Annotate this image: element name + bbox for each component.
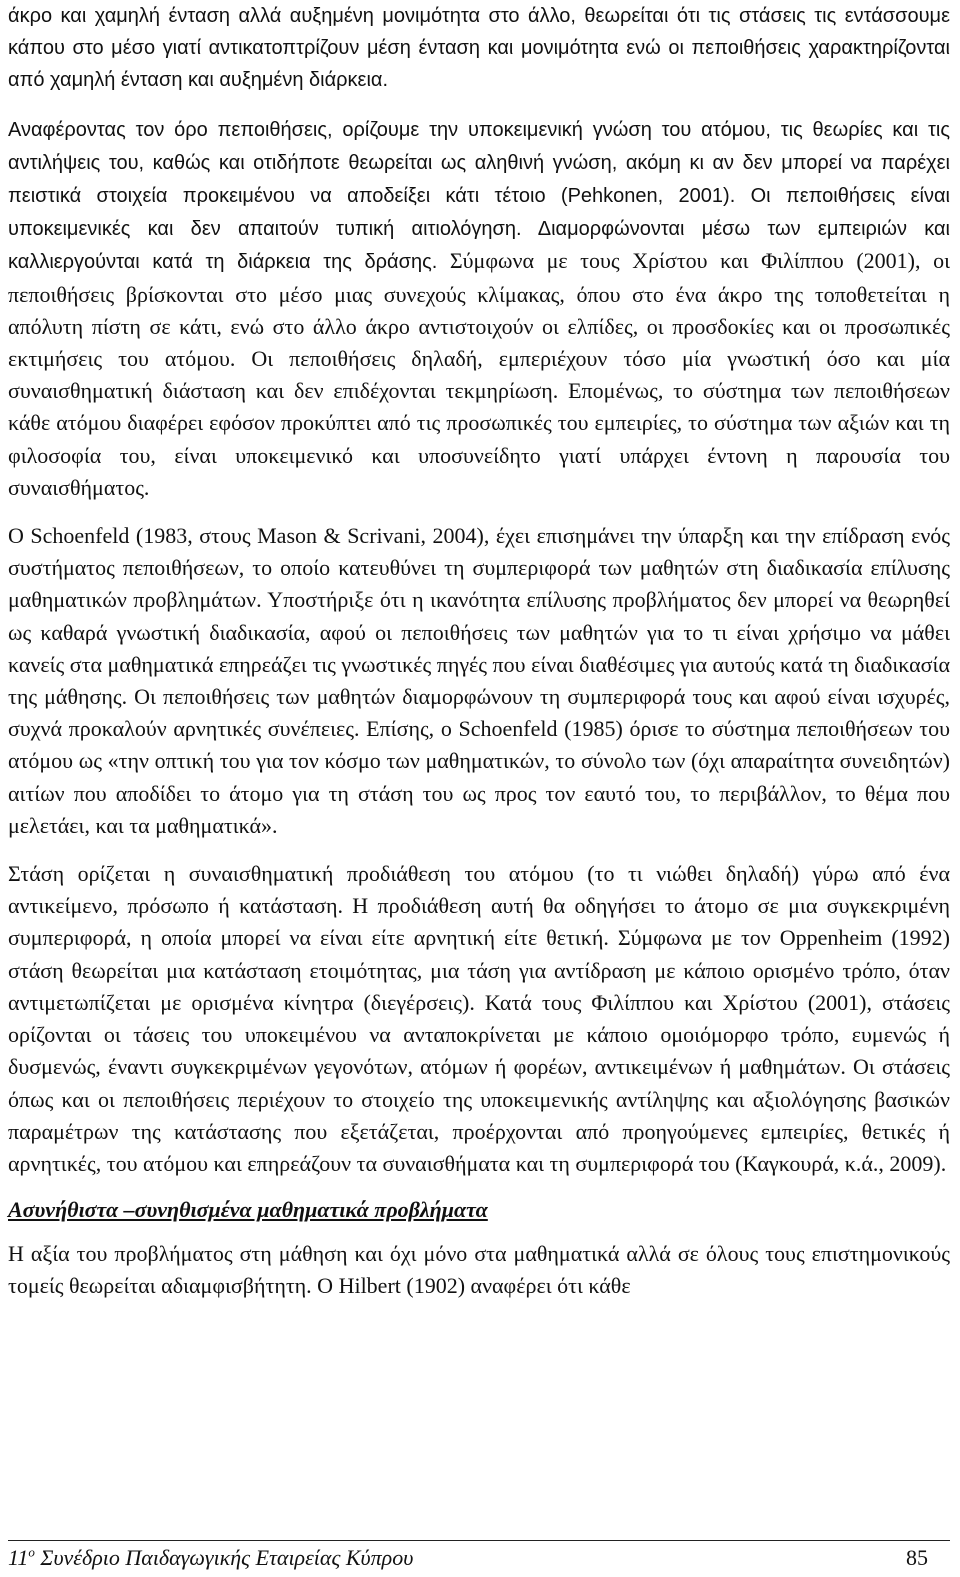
footer-conference-superscript: ο (28, 1544, 35, 1560)
footer-conference-number: 11 (8, 1545, 29, 1570)
footer-conference (8, 1543, 413, 1573)
document-page (8, 0, 950, 1303)
paragraph-schoenfeld: Ο Schoenfeld (1983, στους Mason & Scrivani, 2004), έχει επισημάνει την ύπαρξη και την επίδραση ενός συστήματος πεποιθήσεων, το οποίο κατευθύνει τη συμπεριφορά των μαθητών στη διαδικασία επίλυσης μαθηματικών προβλημάτων. Υποστήριξε ότι η ικανότητα επίλυσης προβλήματος δεν μπορεί να θεωρηθεί ως καθαρά γνωστική διαδικασία, αφού οι πεποιθήσεις των μαθητών για το τι είναι χρήσιμο να μάθει κανείς στα μαθηματικά επηρεάζει τις γνωστικές πηγές που είναι διαθέσιμες για αυτούς κατά τη διαδικασία της μάθησης. Οι πεποιθήσεις των μαθητών διαμορφώνουν τη συμπεριφορά τους και αφού είναι ισχυρές, συχνά προκαλούν αρνητικές συνέπειες. Επίσης, ο Schoenfeld (1985) όρισε το σύστημα πεποιθήσεων του ατόμου ως «την οπτική του για τον κόσμο των μαθηματικών, το σύνολο των (όχι απαραίτητα συνειδητών) αιτίων που αποδίδει το άτομο για τη στάση του ως προς τον εαυτό του, το περιβάλλον, το θέμα που μελετάει, και τα μαθηματικά». (8, 523, 950, 838)
paragraph-beliefs-serif-part: Σύμφωνα με τους Χρίστου και Φιλίππου (2001), οι πεποιθήσεις βρίσκονται στο μέσο μιας συνεχούς κλίμακας, όπου στο ένα άκρο της τοποθετείται η απόλυτη πίστη σε κάτι, ενώ στο άλλο άκρο αντιστοιχούν οι ελπίδες, οι προσδοκίες και οι προσωπικές εκτιμήσεις του ατόμου. Οι πεποιθήσεις δηλαδή, εμπεριέχουν τόσο μία γνωστική όσο και μία συναισθηματική διάσταση και δεν επιδέχονται τεκμηρίωση. Επομένως, το σύστημα των πεποιθήσεων κάθε ατόμου διαφέρει εφόσον προκύπτει από τις προσωπικές του εμπειρίες, το σύστημα των αξιών και τη φιλοσοφία του, είναι υποκειμενικό και υποσυνείδητο γιατί υπάρχει έντονη η παρουσία του συναισθήματος. (8, 248, 950, 500)
paragraph-beliefs-sans-part: Αναφέροντας τον όρο πεποιθήσεις, ορίζουμε την υποκειμενική γνώση του ατόμου, τις θεωρίες και τις αντιλήψεις του, καθώς και οτιδήποτε θεωρείται ως αληθινή γνώση, ακόμη κι αν δεν μπορεί να παρέχει πειστικά στοιχεία προκειμένου να αποδείξει κάτι τέτοιο (Pehkonen, 2001). Οι πεποιθήσεις είναι υποκειμενικές και δεν απαιτούν τυπική αιτιολόγηση. Διαμορφώνονται μέσω των εμπειριών και καλλιεργούνται κατά τη διάρκεια της δράσης. (8, 118, 950, 274)
paragraph-beliefs-definition (8, 113, 950, 504)
footer-conference-title: Συνέδριο Παιδαγωγικής Εταιρείας Κύπρου (34, 1545, 414, 1570)
footer-divider (8, 1540, 950, 1541)
paragraph-problem-value: Η αξία του προβλήματος στη μάθηση και όχι μόνο στα μαθηματικά αλλά σε όλους τους επιστημονικούς τομείς θεωρείται αδιαμφισβήτητη. Ο Hilbert (1902) αναφέρει ότι κάθε (8, 1241, 950, 1299)
paragraph-continuation: άκρο και χαμηλή ένταση αλλά αυξημένη μονιμότητα στο άλλο, θεωρείται ότι τις στάσεις τις εντάσσουμε κάπου στο μέσο γιατί αντικατοπτρίζουν μέση ένταση και μονιμότητα ενώ οι πεποιθήσεις χαρακτηρίζονται από χαμηλή ένταση και αυξημένη διάρκεια. (8, 5, 950, 92)
section-heading: Ασυνήθιστα –συνηθισμένα μαθηματικά προβλήματα (8, 1197, 488, 1223)
paragraph-attitude: Στάση ορίζεται η συναισθηματική προδιάθεση του ατόμου (το τι νιώθει δηλαδή) γύρω από ένα αντικείμενο, πρόσωπο ή κατάσταση. Η προδιάθεση αυτή θα οδηγήσει το άτομο σε μια συγκεκριμένη συμπεριφορά, η οποία μπορεί να είναι είτε αρνητική είτε θετική. Σύμφωνα με τον Oppenheim (1992) στάση θεωρείται μια κατάσταση ετοιμότητας, μια τάση για αντίδραση με κάποιο ορισμένο τρόπο, όταν αντιμετωπίζεται με ορισμένα κίνητρα (διεγέρσεις). Κατά τους Φιλίππου και Χρίστου (2001), στάσεις ορίζονται οι τάσεις του υποκειμένου να ανταποκρίνεται με κάποιο ομοιόμορφο τρόπο, ευμενώς ή δυσμενώς, έναντι συγκεκριμένων γεγονότων, ατόμων ή φορέων, αντικειμένων ή μαθημάτων. Οι στάσεις όπως και οι πεποιθήσεις περιέχουν το στοιχείο της υποκειμενικής αντίληψης και αξιολόγησης βασικών παραμέτρων της κατάστασης που εξετάζεται, προέρχονται από προηγούμενες εμπειρίες, θετικές ή αρνητικές, του ατόμου και επηρεάζουν τα συναισθήματα και τη συμπεριφορά του (Καγκουρά, κ.ά., 2009). (8, 861, 950, 1176)
page-number: 85 (906, 1545, 928, 1570)
